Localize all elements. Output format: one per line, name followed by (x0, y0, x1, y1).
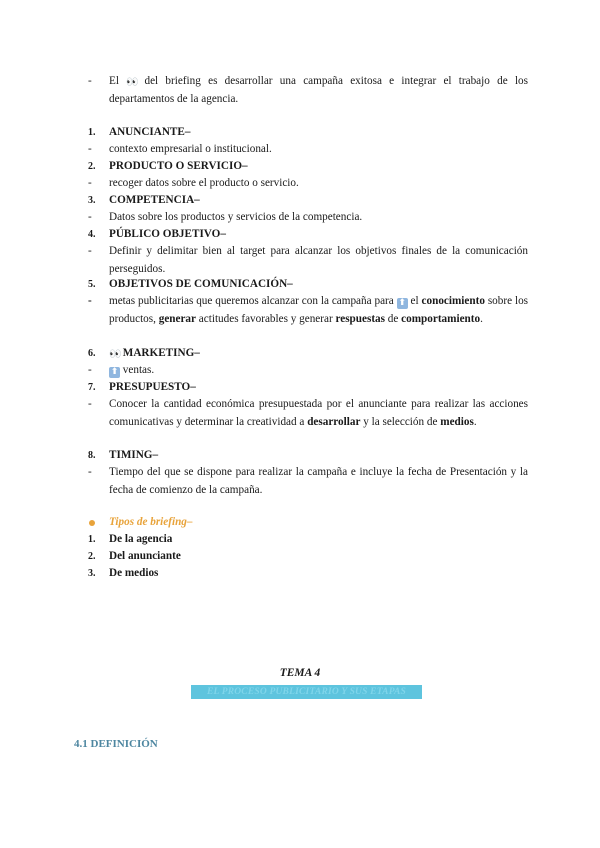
section-heading: 4.1 DEFINICIÓN (74, 738, 158, 750)
list-item-producto: 2. PRODUCTO O SERVICIO– (88, 158, 528, 176)
list-item-desc: - Tiempo del que se dispone para realizar la campaña e incluye la fecha de Presentación y la fecha de comienzo de la campaña. (88, 466, 528, 496)
list-item-objetivos: 5. OBJETIVOS DE COMUNICACIÓN– (88, 276, 528, 294)
list-item-anunciante: 1. ANUNCIANTE– (88, 124, 528, 142)
tipos-heading: Tipos de briefing– (88, 514, 528, 532)
list-item-timing: 8. TIMING– (88, 447, 528, 465)
eyes-icon: 👀 (126, 77, 139, 88)
item-title: TIMING– (109, 449, 159, 461)
tipos-item: 2. Del anunciante (88, 550, 181, 562)
orange-bullet (89, 520, 95, 526)
list-item-desc: - metas publicitarias que queremos alcanzar con la campaña para ⬆ el conocimiento sobre los productos, generar actitudes favorables y generar respuestas de comportamiento. (88, 295, 529, 325)
tema-title: TEMA 4 (279, 667, 321, 679)
up-arrow-icon: ⬆ (398, 298, 406, 308)
list-item-desc: - Definir y delimitar bien al target para alcanzar los objetivos finales de la comunicación perseguidos. (88, 245, 528, 275)
item-title: MARKETING– (122, 347, 200, 359)
list-item-desc: - contexto empresarial o institucional. (88, 143, 272, 155)
item-title: PÚBLICO OBJETIVO– (109, 228, 226, 240)
up-arrow-icon: ⬆ (110, 367, 119, 377)
dash-marker: - (88, 75, 92, 87)
list-item-competencia: 3. COMPETENCIA– (88, 192, 528, 210)
item-title: OBJETIVOS DE COMUNICACIÓN– (109, 278, 293, 290)
list-item-desc: - Datos sobre los productos y servicios de la competencia. (88, 211, 363, 223)
item-title: PRESUPUESTO– (109, 381, 196, 393)
eyes-icon: 👀 (109, 349, 122, 360)
list-item-desc: - ⬆ ventas. (88, 364, 155, 377)
tema-subtitle-banner: EL PROCESO PUBLICITARIO Y SUS ETAPAS (191, 685, 422, 699)
list-item-desc: - Conocer la cantidad económica presupuestada por el anunciante para realizar las acciones comunicativas y determinar la creatividad a desarrollar y la selección de medios. (88, 398, 528, 428)
list-item-desc: - recoger datos sobre el producto o servicio. (88, 177, 299, 189)
item-title: ANUNCIANTE– (109, 126, 191, 138)
list-item-marketing: 6. 👀 MARKETING– (88, 347, 200, 360)
tipos-item: 1. De la agencia (88, 533, 173, 545)
intro-paragraph: - El 👀 del briefing es desarrollar una campaña exitosa e integrar el trabajo de los departamentos de la agencia. (88, 75, 528, 105)
item-title: PRODUCTO O SERVICIO– (109, 160, 248, 172)
list-item-presupuesto: 7. PRESUPUESTO– (88, 379, 528, 397)
tipos-item: 3. De medios (88, 567, 159, 579)
list-item-publico: 4. PÚBLICO OBJETIVO– (88, 226, 528, 244)
item-title: COMPETENCIA– (109, 194, 200, 206)
